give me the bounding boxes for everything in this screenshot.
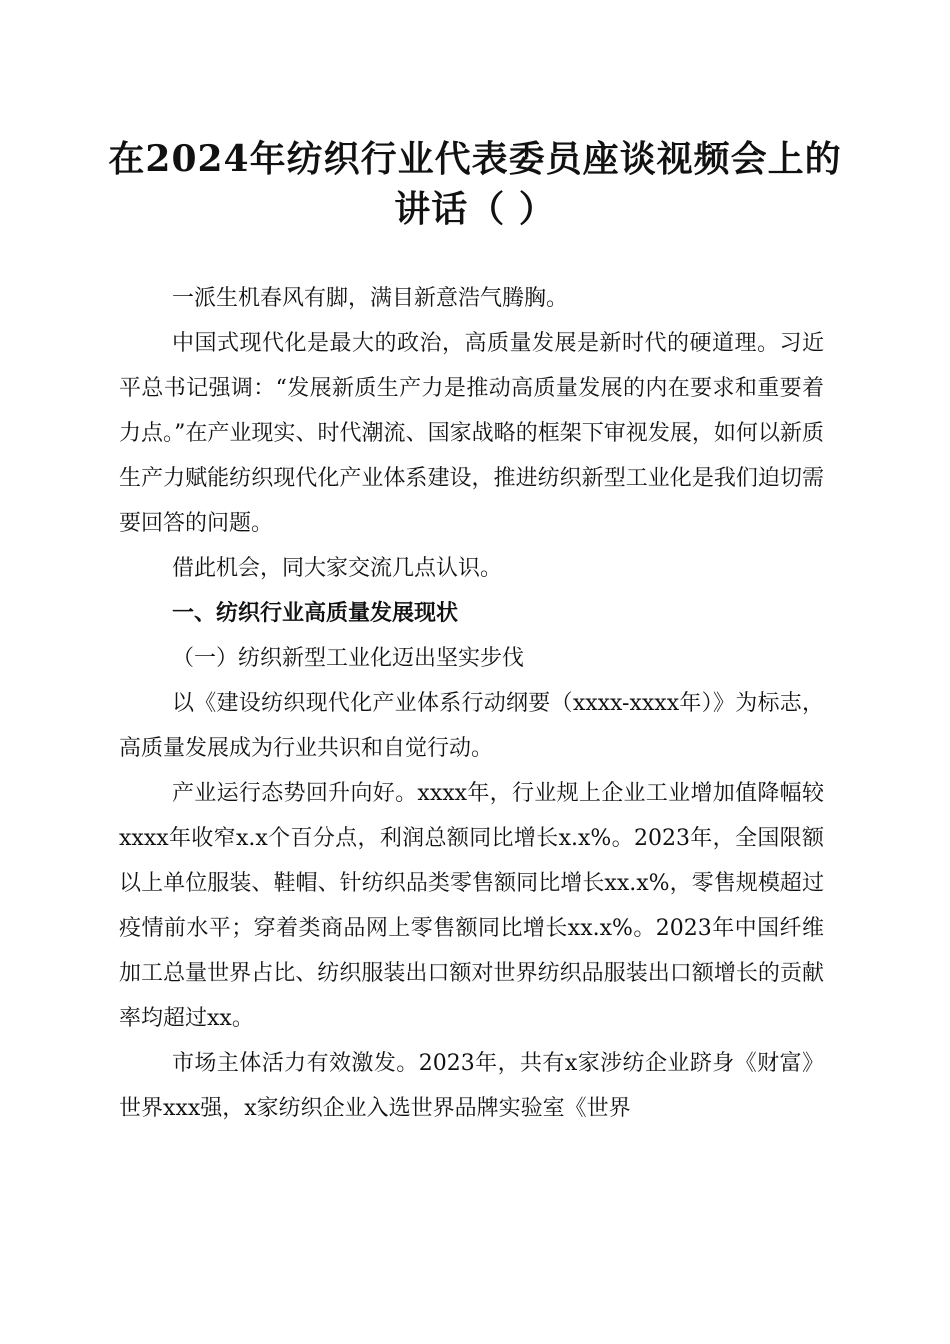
paragraph-market: 市场主体活力有效激发。2023年，共有x家涉纺企业跻身《财富》世界xxx强，x家纺织企业入选世界品牌实验室《世界 [119, 1051, 824, 1121]
section-heading-1: 一、纺织行业高质量发展现状 [172, 601, 459, 626]
subsection-heading-1: （一）纺织新型工业化迈出坚实步伐 [172, 646, 525, 671]
paragraph-transition: 借此机会，同大家交流几点认识。 [172, 556, 503, 581]
paragraph-operation: 产业运行态势回升向好。xxxx年，行业规上企业工业增加值降幅较xxxx年收窄x.x个百分点，利润总额同比增长x.x%。2023年，全国限额以上单位服装、鞋帽、针纺织品类零售额同比增长xx.x%，零售规模超过疫情前水平；穿着类商品网上零售额同比增长xx.x%。2023年中国纤维加工总量世界占比、纺织服装出口额对世界纺织品服装出口额增长的贡献率均超过xx。 [119, 781, 825, 1031]
paragraph-intro: 中国式现代化是最大的政治，高质量发展是新时代的硬道理。习近平总书记强调：“发展新质生产力是推动高质量发展的内在要求和重要着力点。”在产业现实、时代潮流、国家战略的框架下审视发展，如何以新质生产力赋能纺织现代化产业体系建设，推进纺织新型工业化是我们迫切需要回答的问题。 [119, 331, 824, 536]
title-line-2: 讲话（ ） [394, 188, 556, 230]
document-body [119, 276, 824, 1131]
paragraph-opening: 一派生机春风有脚，满目新意浩气腾胸。 [172, 286, 569, 311]
document-title [100, 134, 850, 234]
paragraph-outline: 以《建设纺织现代化产业体系行动纲要（xxxx-xxxx年）》为标志，高质量发展成为行业共识和自觉行动。 [119, 691, 824, 761]
title-line-1: 在2024年纺织行业代表委员座谈视频会上的 [108, 138, 842, 180]
